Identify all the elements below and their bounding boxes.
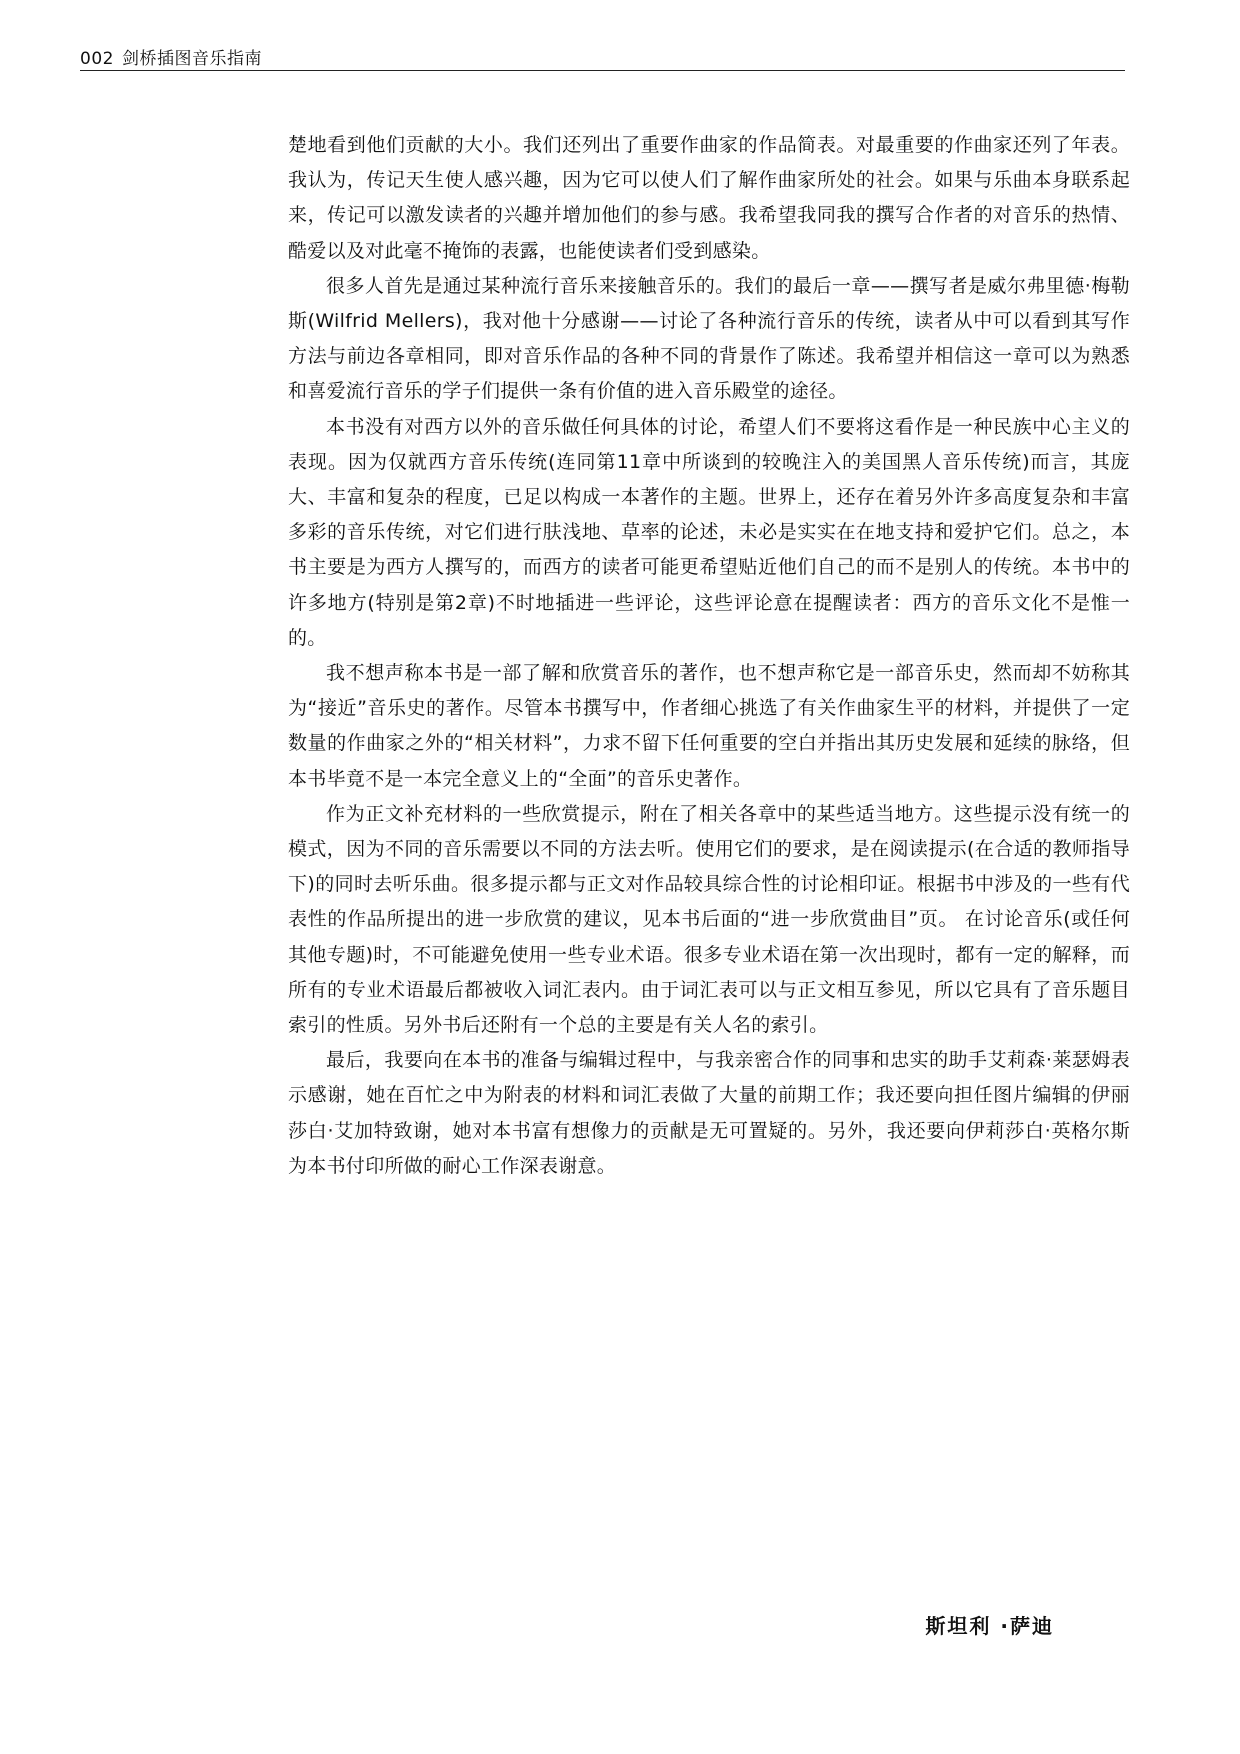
page-number: 002 [80,49,114,69]
paragraph-3: 本书没有对西方以外的音乐做任何具体的讨论，希望人们不要将这看作是一种民族中心主义的表现。因为仅就西方音乐传统(连同第11章中所谈到的较晚注入的美国黑人音乐传统)而言，其庞大、丰富和复杂的程度，已足以构成一本著作的主题。世界上，还存在着另外许多高度复杂和丰富多彩的音乐传统，对它们进行肤浅地、草率的论述，未必是实实在在地支持和爱护它们。总之，本书主要是为西方人撰写的，而西方的读者可能更希望贴近他们自己的而不是别人的传统。本书中的许多地方(特别是第2章)不时地插进一些评论，这些评论意在提醒读者：西方的音乐文化不是惟一的。 [288,415,1130,649]
body-text [288,128,1130,1184]
paragraph-5: 作为正文补充材料的一些欣赏提示，附在了相关各章中的某些适当地方。这些提示没有统一的模式，因为不同的音乐需要以不同的方法去听。使用它们的要求，是在阅读提示(在合适的教师指导下)的同时去听乐曲。很多提示都与正文对作品较具综合性的讨论相印证。根据书中涉及的一些有代表性的作品所提出的进一步欣赏的建议，见本书后面的“进一步欣赏曲目”页。 在讨论音乐(或任何其他专题)时，不可能避免使用一些专业术语。很多专业术语在第一次出现时，都有一定的解释，而所有的专业术语最后都被收入词汇表内。由于词汇表可以与正文相互参见，所以它具有了音乐题目索引的性质。另外书后还附有一个总的主要是有关人名的索引。 [288,802,1130,1037]
paragraph-4: 我不想声称本书是一部了解和欣赏音乐的著作，也不想声称它是一部音乐史，然而却不妨称其为“接近”音乐史的著作。尽管本书撰写中，作者细心挑选了有关作曲家生平的材料，并提供了一定数量的作曲家之外的“相关材料”，力求不留下任何重要的空白并指出其历史发展和延续的脉络，但本书毕竟不是一本完全意义上的“全面”的音乐史著作。 [288,662,1130,790]
paragraph-2: 很多人首先是通过某种流行音乐来接触音乐的。我们的最后一章——撰写者是威尔弗里德·梅勒斯(Wilfrid Mellers)，我对他十分感谢——讨论了各种流行音乐的传统，读者从中可以看到其写作方法与前边各章相同，即对音乐作品的各种不同的背景作了陈述。我希望并相信这一章可以为熟悉和喜爱流行音乐的学子们提供一条有价值的进入音乐殿堂的途径。 [288,274,1130,403]
header-rule [80,70,1125,71]
paragraph-1: 楚地看到他们贡献的大小。我们还列出了重要作曲家的作品简表。对最重要的作曲家还列了年表。我认为，传记天生使人感兴趣，因为它可以使人们了解作曲家所处的社会。如果与乐曲本身联系起来，传记可以激发读者的兴趣并增加他们的参与感。我希望我同我的撰写合作者的对音乐的热情、酷爱以及对此毫不掩饰的表露，也能使读者们受到感染。 [288,134,1130,262]
running-header [80,44,262,69]
paragraph-6: 最后，我要向在本书的准备与编辑过程中，与我亲密合作的同事和忠实的助手艾莉森·莱瑟姆表示感谢，她在百忙之中为附表的材料和词汇表做了大量的前期工作；我还要向担任图片编辑的伊丽莎白·艾加特致谢，她对本书富有想像力的贡献是无可置疑的。另外，我还要向伊莉莎白·英格尔斯为本书付印所做的耐心工作深表谢意。 [288,1049,1130,1177]
author-signature: 斯坦利 ·萨迪 [925,1614,1054,1638]
book-title: 剑桥插图音乐指南 [121,49,262,69]
